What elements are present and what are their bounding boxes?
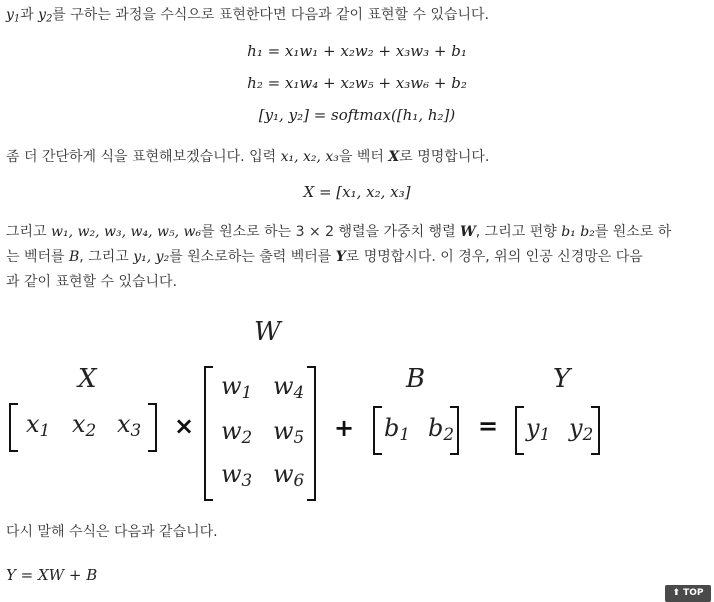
- X-symbol: X: [388, 149, 400, 165]
- b1-element: $b_1$: [384, 414, 411, 445]
- paragraph-weights: [6, 220, 706, 295]
- w2-element: $w_2$: [221, 417, 253, 448]
- label-X: X: [78, 364, 97, 394]
- b-symbols: b₁ b₂: [561, 224, 595, 240]
- text: 과 같이 표현할 수 있습니다.: [6, 274, 178, 290]
- x2-element: $x_2$: [72, 410, 97, 441]
- W-symbol: W: [460, 224, 476, 240]
- y2-symbol: $y_2$: [38, 7, 53, 25]
- label-W: W: [254, 317, 281, 347]
- x-left-bracket: [9, 403, 18, 452]
- b-right-bracket: [450, 406, 459, 455]
- w5-element: $w_5$: [273, 417, 305, 448]
- y1-element: $y_1$: [526, 414, 551, 445]
- x-symbols: x₁, x₂, x₃: [280, 149, 339, 165]
- intro-conj: 과: [20, 7, 39, 23]
- text: 좀 더 간단하게 식을 표현해보겠습니다. 입력: [6, 149, 281, 165]
- text: 로 명명합니다.: [399, 149, 490, 165]
- y-right-bracket: [591, 406, 600, 455]
- w3-element: $w_3$: [221, 460, 253, 491]
- y2-element: $y_2$: [569, 414, 594, 445]
- x1-element: $x_1$: [26, 410, 51, 441]
- label-Y: Y: [553, 364, 571, 394]
- w4-element: $w_4$: [273, 372, 305, 403]
- top-button[interactable]: [665, 585, 711, 602]
- w6-element: $w_6$: [273, 460, 305, 491]
- equation-h2: h₂ = x₁w₄ + x₂w₅ + x₃w₆ + b₂: [247, 74, 467, 92]
- paragraph-summary: 다시 말해 수식은 다음과 같습니다.: [6, 524, 218, 540]
- w-symbols: w₁, w₂, w₃, w₄, w₅, w₆: [51, 224, 202, 240]
- y-left-bracket: [515, 406, 524, 455]
- x-right-bracket: [148, 403, 157, 452]
- b-left-bracket: [373, 406, 382, 455]
- text: 를 원소로 하: [594, 224, 672, 240]
- text: 를 원소로하는 출력 벡터를: [169, 249, 336, 265]
- b2-element: $b_2$: [428, 414, 455, 445]
- intro-text: 를 구하는 과정을 수식으로 표현한다면 다음과 같이 표현할 수 있습니다.: [52, 7, 489, 23]
- Y-symbol: Y: [335, 249, 346, 265]
- y-symbols: y₁, y₂: [133, 249, 170, 265]
- text: , 그리고: [79, 249, 134, 265]
- top-button-label: TOP: [683, 588, 704, 598]
- equals-operator: =: [478, 412, 499, 440]
- y1-symbol: $y_1$: [6, 7, 21, 25]
- equation-softmax: [y₁, y₂] = softmax([h₁, h₂]): [258, 106, 456, 124]
- equation-final: Y = XW + B: [6, 566, 98, 584]
- text: 를 원소로 하는 3 × 2 행렬을 가중치 행렬: [201, 224, 461, 240]
- equation-x-vector: X = [x₁, x₂, x₃]: [303, 183, 411, 201]
- w-right-bracket: [307, 366, 316, 501]
- text: 는 벡터를: [6, 249, 69, 265]
- label-B: B: [406, 364, 426, 394]
- w1-element: $w_1$: [221, 372, 253, 403]
- arrow-up-icon: ⬆: [672, 588, 680, 598]
- intro-paragraph: [6, 3, 706, 28]
- text: 을 벡터: [338, 149, 389, 165]
- B-symbol: B: [69, 249, 80, 265]
- w-left-bracket: [204, 366, 213, 501]
- text: 로 명명합시다. 이 경우, 위의 인공 신경망은 다음: [345, 249, 643, 265]
- equation-h1: h₁ = x₁w₁ + x₂w₂ + x₃w₃ + b₁: [247, 42, 467, 60]
- text: 그리고: [6, 224, 52, 240]
- text: , 그리고 편향: [475, 224, 562, 240]
- times-operator: ×: [174, 412, 195, 440]
- x3-element: $x_3$: [117, 410, 142, 441]
- paragraph-input-vector: [6, 145, 706, 170]
- plus-operator: +: [334, 414, 355, 442]
